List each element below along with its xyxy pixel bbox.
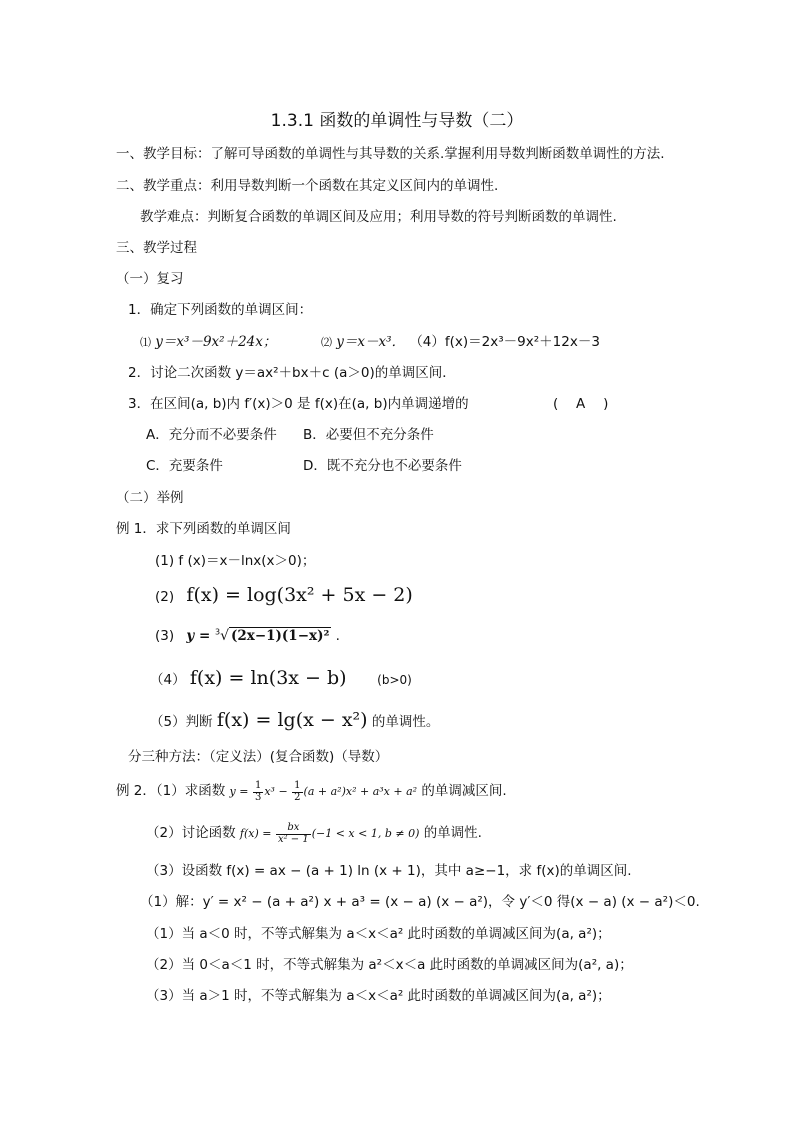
item-number: (3) (155, 628, 175, 644)
option-d: D．既不充分也不必要条件 (303, 458, 462, 474)
teaching-process-heading: 三、教学过程 (116, 240, 197, 256)
option-a: A．充分而不必要条件 (146, 427, 277, 443)
formula: f(x) = lg(x − x²) (216, 709, 368, 731)
formula-lhs: y = (186, 628, 215, 644)
three-methods: 分三种方法：（定义法）(复合函数)（导数） (128, 749, 389, 765)
radicand: (2x−1)(1−x)² (231, 628, 330, 644)
label: 例 2．（1）求函数 (116, 783, 226, 799)
solution-case-2: （2）当 0＜a＜1 时，不等式解集为 a²＜x＜a 此时函数的单调减区间为(a², a)； (146, 957, 633, 973)
formula: f(x) = ln(3x − b) (189, 667, 347, 689)
formula: y＝x³－9x²＋24x； (155, 334, 277, 350)
review-heading: （一）复习 (116, 271, 184, 287)
teaching-goals: 一、教学目标：了解可导函数的单调性与其导数的关系.掌握利用导数判断函数单调性的方法. (116, 146, 665, 162)
review-q1-items (140, 334, 600, 350)
teaching-keypoint: 二、教学重点：利用导数判断一个函数在其定义区间内的单调性. (116, 178, 499, 194)
solution-case-1: （1）当 a＜0 时，不等式解集为 a＜x＜a² 此时函数的单调减区间为(a, a²)； (146, 926, 611, 942)
example-2-part-2 (146, 823, 482, 845)
root-index: 3 (214, 627, 221, 637)
item-number: (2) (155, 589, 175, 605)
example-1-item-5 (150, 709, 439, 732)
condition: (b>0) (377, 673, 412, 687)
label: （2）讨论函数 (146, 825, 236, 841)
item-number: （5）判断 (150, 714, 213, 730)
formula: f(x) = $\frac{bx}{\text{x² − 1}}$ (−1 < x < 1, b ≠ 0) (239, 822, 420, 845)
examples-heading: （二）举例 (116, 490, 184, 506)
review-question-3: 3．在区间(a, b)内 f′(x)＞0 是 f(x)在(a, b)内单调递增的 (128, 396, 469, 412)
formula-end: . (335, 628, 340, 644)
page-title: 1.3.1 函数的单调性与导数（二） (270, 111, 524, 131)
example-1-heading: 例 1．求下列函数的单调区间 (116, 521, 291, 537)
teaching-difficulty: 教学难点：判断复合函数的单调区间及应用；利用导数的符号判断函数的单调性. (140, 209, 617, 225)
item-number: ⑴ (140, 336, 151, 349)
example-1-item-3: (3) y = $^3$√ (2x−1)(1−x)² . (155, 627, 340, 644)
option-c: C．充要条件 (146, 458, 223, 474)
tail: 的单调性. (423, 825, 482, 841)
item-tail: 的单调性。 (371, 714, 440, 730)
formula: y = $\frac{1}{3}$ x³ − $\frac{1}{2}$ (a + a²)x² + a³x + a² (229, 780, 418, 803)
review-question-2: 2．讨论二次函数 y＝ax²＋bx＋c (a＞0)的单调区间． (128, 365, 456, 381)
question-3-answer: ( A ) (553, 396, 609, 412)
example-1-item-1: (1) f (x)＝x－lnx(x＞0)； (155, 553, 316, 569)
solution-case-3: （3）当 a＞1 时，不等式解集为 a＜x＜a² 此时函数的单调减区间为(a, a²)； (146, 988, 611, 1004)
tail: 的单调减区间. (421, 783, 507, 799)
formula: f(x) = log(3x² + 5x − 2) (186, 584, 413, 606)
item-number: ⑵ (320, 336, 332, 349)
solution-line: （1）解：y′ = x² − (a + a²) x + a³ = (x − a) (x − a²)，令 y′＜0 得(x − a) (x − a²)＜0. (140, 894, 700, 910)
example-2-part-3: （3）设函数 f(x) = ax − (a + 1) ln (x + 1)，其中 a≥−1，求 f(x)的单调区间. (146, 863, 632, 879)
option-b: B．必要但不充分条件 (303, 427, 434, 443)
example-1-item-4 (150, 667, 412, 690)
review-question-1: 1．确定下列函数的单调区间： (128, 302, 313, 318)
item-number: （4） (150, 672, 186, 688)
example-1-item-2 (155, 584, 413, 607)
formula: （4）f(x)＝2x³－9x²＋12x－3 (409, 334, 600, 350)
formula: y＝x－x³． (336, 334, 406, 350)
example-2-part-1 (116, 781, 507, 803)
